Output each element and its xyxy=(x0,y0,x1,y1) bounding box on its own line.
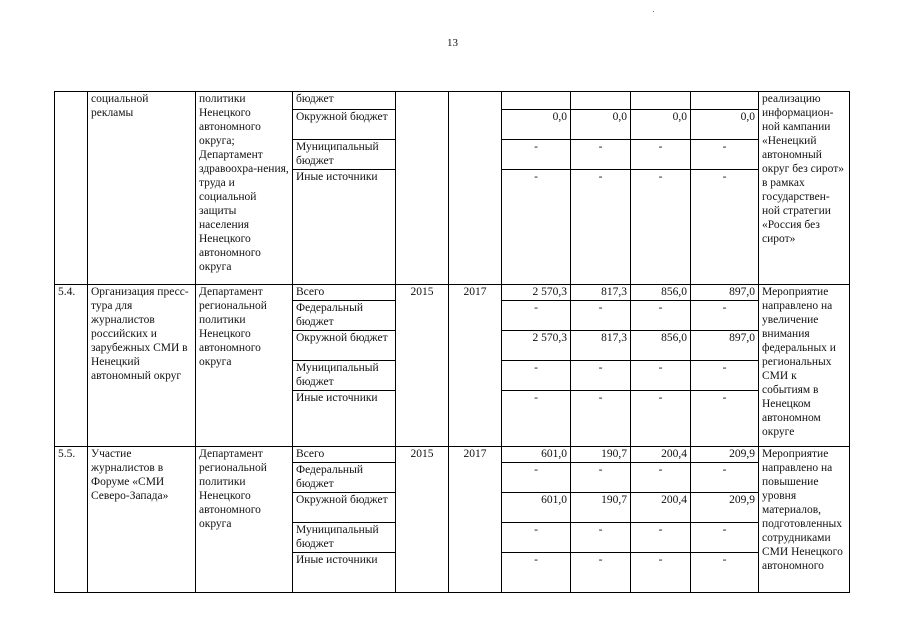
total-cell: 601,0 xyxy=(502,493,571,523)
table-row xyxy=(55,447,850,463)
activity-name-cell: Участие журналистов в Форуме «СМИ Северо-Запада» xyxy=(88,447,196,593)
funding-source-label: Всего xyxy=(293,447,396,463)
funding-source-label: Муниципальный бюджет xyxy=(293,523,396,553)
expected-result-cell: Мероприятие направлено на увеличение внимания федеральных и региональных СМИ к событиям в Ненецком автономном округе xyxy=(759,285,850,447)
year-2016-cell: - xyxy=(631,170,691,285)
executor-cell: политики Ненецкого автономного округа; Департамент здравоохра-нения, труда и социальной защиты населения Ненецкого автономного округа xyxy=(196,92,293,285)
year-2016-cell: 856,0 xyxy=(631,331,691,361)
total-cell: - xyxy=(502,140,571,170)
end-year-cell: 2017 xyxy=(449,447,502,593)
expected-result-cell: Мероприятие направлено на повышение уровня материалов, подготовленных сотрудниками СМИ Ненецкого автономного xyxy=(759,447,850,593)
year-2017-cell: - xyxy=(691,463,759,493)
total-cell: - xyxy=(502,463,571,493)
year-2017-cell: 0,0 xyxy=(691,110,759,140)
year-2015-cell: - xyxy=(571,301,631,331)
year-2016-cell: - xyxy=(631,361,691,391)
row-number-cell: 5.4. xyxy=(55,285,88,447)
activity-name-cell: Организация пресс-тура для журналистов российских и зарубежных СМИ в Ненецкий автономный округ xyxy=(88,285,196,447)
total-cell: - xyxy=(502,523,571,553)
year-2017-cell: - xyxy=(691,553,759,593)
total-cell: 2 570,3 xyxy=(502,285,571,301)
year-2016-cell: - xyxy=(631,463,691,493)
funding-source-label: Муниципальный бюджет xyxy=(293,361,396,391)
year-2015-cell: - xyxy=(571,140,631,170)
funding-source-label: Федеральный бюджет xyxy=(293,463,396,493)
start-year-cell: 2015 xyxy=(396,447,449,593)
executor-cell: Департамент региональной политики Ненецкого автономного округа xyxy=(196,447,293,593)
year-2017-cell: - xyxy=(691,170,759,285)
year-2015-cell: - xyxy=(571,361,631,391)
year-2017-cell xyxy=(691,92,759,110)
year-2016-cell: 200,4 xyxy=(631,447,691,463)
year-2015-cell: - xyxy=(571,391,631,447)
year-2015-cell: 817,3 xyxy=(571,285,631,301)
row-number-cell: 5.5. xyxy=(55,447,88,593)
year-2017-cell: 209,9 xyxy=(691,447,759,463)
funding-source-label: Федеральный бюджет xyxy=(293,301,396,331)
funding-source-label: Окружной бюджет xyxy=(293,331,396,361)
year-2015-cell: 190,7 xyxy=(571,447,631,463)
end-year-cell: 2017 xyxy=(449,285,502,447)
year-2016-cell xyxy=(631,92,691,110)
end-year-cell xyxy=(449,92,502,285)
table-row xyxy=(55,285,850,301)
year-2015-cell: - xyxy=(571,463,631,493)
year-2015-cell: - xyxy=(571,553,631,593)
funding-source-label: Всего xyxy=(293,285,396,301)
year-2017-cell: - xyxy=(691,361,759,391)
funding-source-label: Окружной бюджет xyxy=(293,110,396,140)
funding-source-label: Окружной бюджет xyxy=(293,493,396,523)
start-year-cell xyxy=(396,92,449,285)
activity-name-cell: социальной рекламы xyxy=(88,92,196,285)
funding-source-label: Иные источники xyxy=(293,391,396,447)
total-cell: - xyxy=(502,361,571,391)
table-row xyxy=(55,92,850,110)
total-cell xyxy=(502,92,571,110)
row-number-cell xyxy=(55,92,88,285)
year-2017-cell: 897,0 xyxy=(691,331,759,361)
funding-source-label: Иные источники xyxy=(293,553,396,593)
total-cell: 2 570,3 xyxy=(502,331,571,361)
expected-result-cell: реализацию информацион-ной кампании «Ненецкий автономный округ без сирот» в рамках государствен-ной стратегии «Россия без сирот» xyxy=(759,92,850,285)
total-cell: - xyxy=(502,391,571,447)
year-2015-cell: 817,3 xyxy=(571,331,631,361)
funding-source-label: Иные источники xyxy=(293,170,396,285)
year-2015-cell xyxy=(571,92,631,110)
year-2015-cell: 190,7 xyxy=(571,493,631,523)
funding-source-label: бюджет xyxy=(293,92,396,110)
year-2016-cell: 0,0 xyxy=(631,110,691,140)
year-2016-cell: 856,0 xyxy=(631,285,691,301)
year-2017-cell: - xyxy=(691,140,759,170)
year-2017-cell: - xyxy=(691,391,759,447)
total-cell: - xyxy=(502,170,571,285)
year-2016-cell: 200,4 xyxy=(631,493,691,523)
year-2015-cell: 0,0 xyxy=(571,110,631,140)
year-2016-cell: - xyxy=(631,391,691,447)
year-2017-cell: - xyxy=(691,301,759,331)
year-2016-cell: - xyxy=(631,301,691,331)
funding-source-label: Муниципальный бюджет xyxy=(293,140,396,170)
total-cell: - xyxy=(502,301,571,331)
start-year-cell: 2015 xyxy=(396,285,449,447)
year-2017-cell: - xyxy=(691,523,759,553)
executor-cell: Департамент региональной политики Ненецкого автономного округа xyxy=(196,285,293,447)
total-cell: 601,0 xyxy=(502,447,571,463)
program-activities-table xyxy=(54,91,850,593)
year-2015-cell: - xyxy=(571,523,631,553)
year-2017-cell: 897,0 xyxy=(691,285,759,301)
total-cell: - xyxy=(502,553,571,593)
year-2015-cell: - xyxy=(571,170,631,285)
page-number: 13 xyxy=(447,37,458,49)
scan-speck xyxy=(653,11,654,12)
year-2016-cell: - xyxy=(631,553,691,593)
year-2017-cell: 209,9 xyxy=(691,493,759,523)
year-2016-cell: - xyxy=(631,140,691,170)
year-2016-cell: - xyxy=(631,523,691,553)
total-cell: 0,0 xyxy=(502,110,571,140)
